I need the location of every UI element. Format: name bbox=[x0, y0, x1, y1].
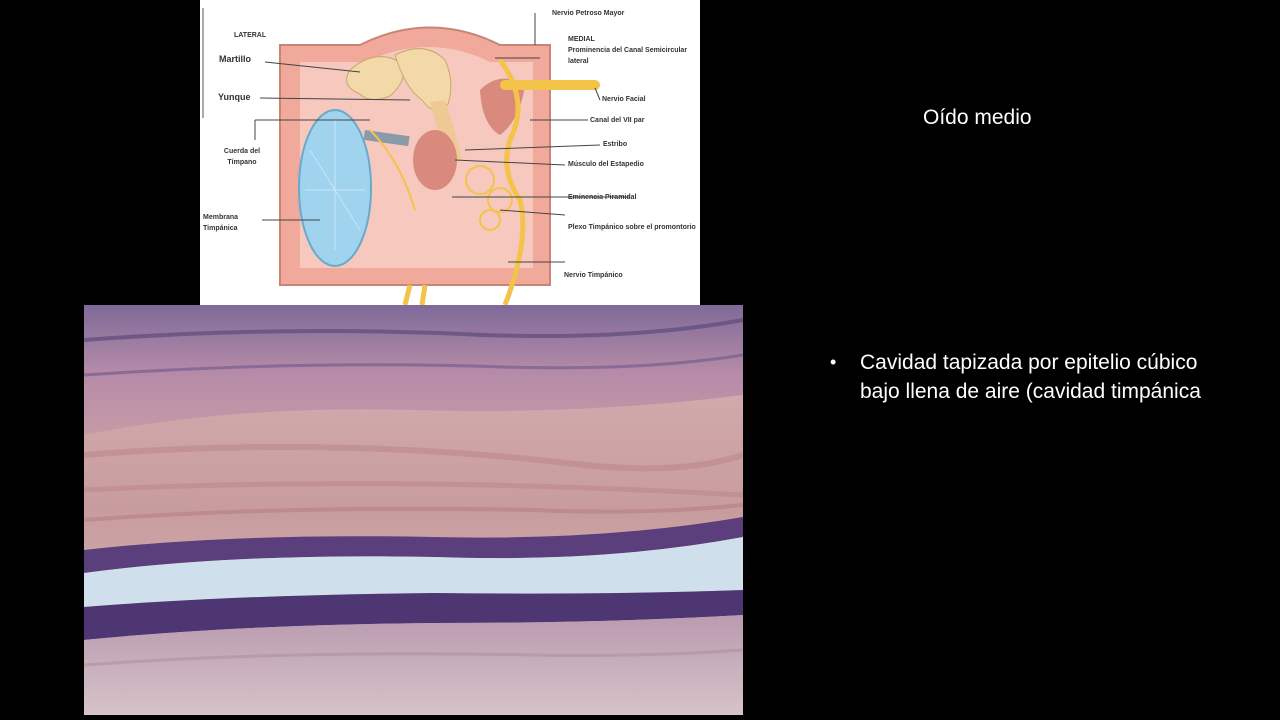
middle-ear-diagram bbox=[200, 0, 700, 305]
label-plexo: Plexo Timpánico sobre el promontorio bbox=[568, 224, 696, 231]
bullet-list bbox=[830, 348, 1210, 406]
label-nervio-facial: Nervio Facial bbox=[602, 96, 646, 103]
label-nervio-timpanico: Nervio Timpánico bbox=[564, 272, 623, 279]
label-musculo-estapedio: Músculo del Estapedio bbox=[568, 161, 644, 168]
label-prominencia: Prominencia del Canal Semicircular lateral bbox=[568, 47, 688, 65]
micrograph-illustration bbox=[84, 305, 743, 715]
label-lateral: LATERAL bbox=[234, 32, 267, 39]
label-canal-vii: Canal del VII par bbox=[590, 117, 645, 124]
label-nervio-petroso: Nervio Petroso Mayor bbox=[552, 10, 625, 17]
label-medial: MEDIAL bbox=[568, 36, 595, 43]
label-estribo: Estribo bbox=[603, 141, 628, 148]
histology-micrograph bbox=[84, 305, 743, 715]
label-membrana: Membrana Timpánica bbox=[203, 214, 239, 232]
label-cuerda-tympano: Cuerda del Tímpano bbox=[223, 148, 261, 166]
label-eminencia-piramidal: Eminencia Piramidal bbox=[568, 194, 637, 201]
slide-title: Oído medio bbox=[923, 106, 1032, 129]
bullet-text: Cavidad tapizada por epitelio cúbico bajo llena de aire (cavidad timpánica bbox=[860, 351, 1201, 403]
bullet-item bbox=[830, 348, 1210, 406]
label-yunque: Yunque bbox=[218, 92, 251, 102]
bullet-dot-icon: • bbox=[830, 352, 837, 372]
label-martillo: Martillo bbox=[219, 54, 252, 64]
